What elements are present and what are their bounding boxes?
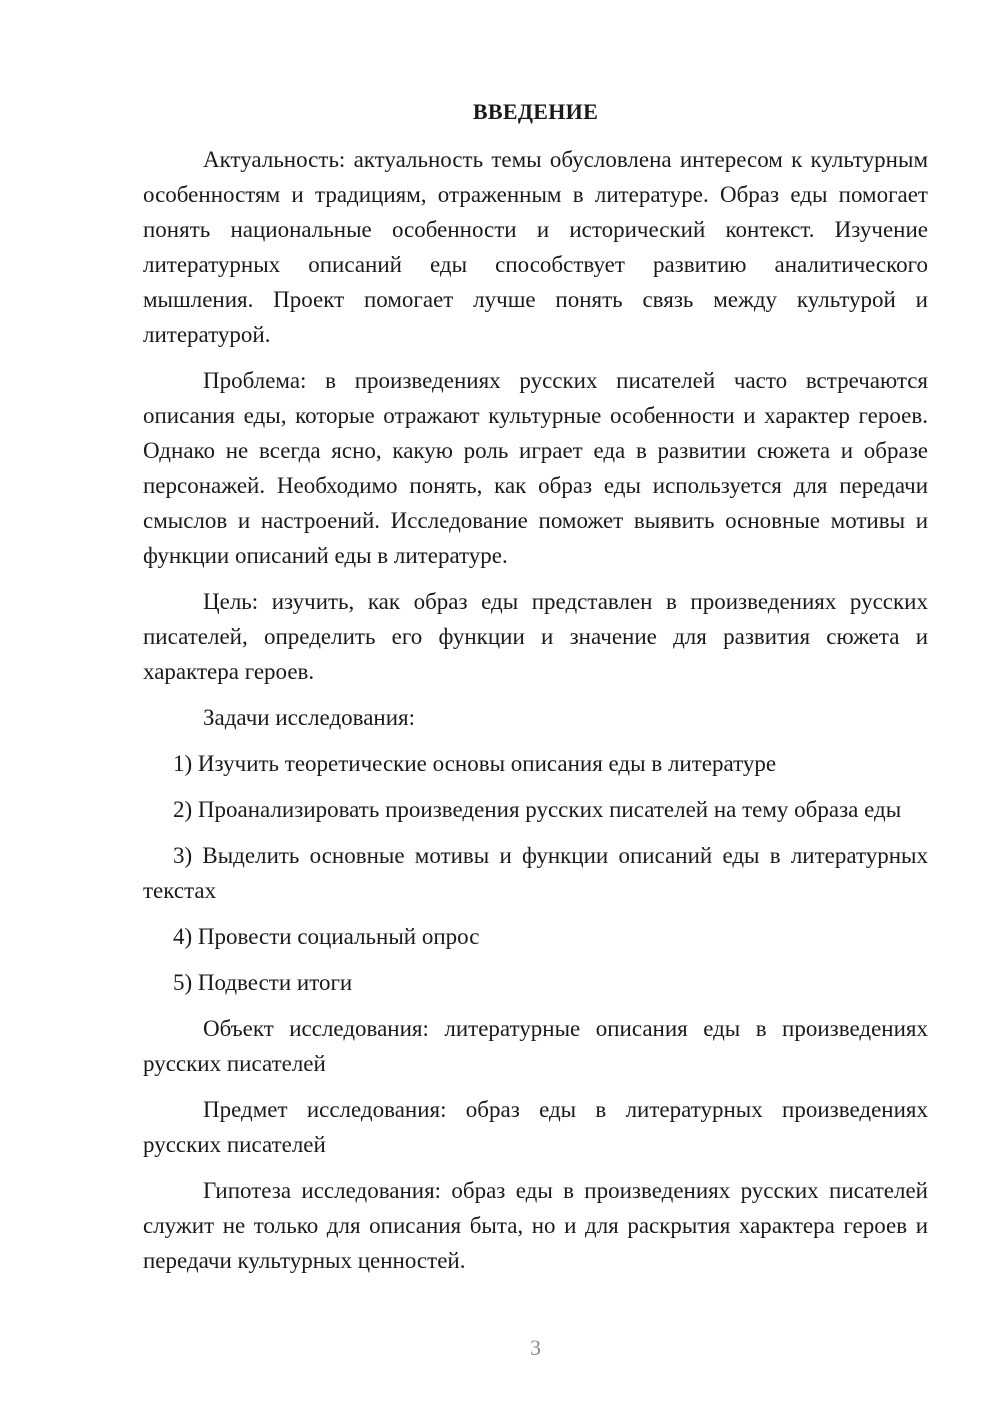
page-number: 3: [530, 1335, 541, 1360]
hypothesis-paragraph: Гипотеза исследования: образ еды в произведениях русских писателей служит не только для описания быта, но и для раскрытия характера героев и передачи культурных ценностей.: [143, 1178, 928, 1273]
relevance-paragraph: Актуальность: актуальность темы обусловлена интересом к культурным особенностям и традициям, отраженным в литературе. Образ еды помогает понять национальные особенности и исторический контекст. Изучение литературных описаний еды способствует развитию аналитического мышления. Проект помогает лучше понять связь между культурой и литературой.: [143, 147, 928, 347]
research-subject-paragraph: Предмет исследования: образ еды в литературных произведениях русских писателей: [143, 1097, 928, 1157]
goal-paragraph: Цель: изучить, как образ еды представлен в произведениях русских писателей, определить его функции и значение для развития сюжета и характера героев.: [143, 589, 928, 684]
task-item-4: 4) Провести социальный опрос: [173, 924, 480, 949]
task-item-5: 5) Подвести итоги: [173, 970, 353, 995]
document-body: [143, 142, 928, 1289]
research-object-paragraph: Объект исследования: литературные описания еды в произведениях русских писателей: [143, 1016, 928, 1076]
task-item-3: 3) Выделить основные мотивы и функции описаний еды в литературных текстах: [143, 843, 928, 903]
problem-paragraph: Проблема: в произведениях русских писателей часто встречаются описания еды, которые отражают культурные особенности и характер героев. Однако не всегда ясно, какую роль играет еда в развитии сюжета и образе персонажей. Необходимо понять, как образ еды используется для передачи смыслов и настроений. Исследование поможет выявить основные мотивы и функции описаний еды в литературе.: [143, 368, 928, 568]
tasks-heading: Задачи исследования:: [203, 705, 416, 730]
task-item-2: 2) Проанализировать произведения русских писателей на тему образа еды: [173, 797, 902, 822]
task-item-1: 1) Изучить теоретические основы описания еды в литературе: [173, 751, 777, 776]
page-title: ВВЕДЕНИЕ: [472, 99, 599, 124]
